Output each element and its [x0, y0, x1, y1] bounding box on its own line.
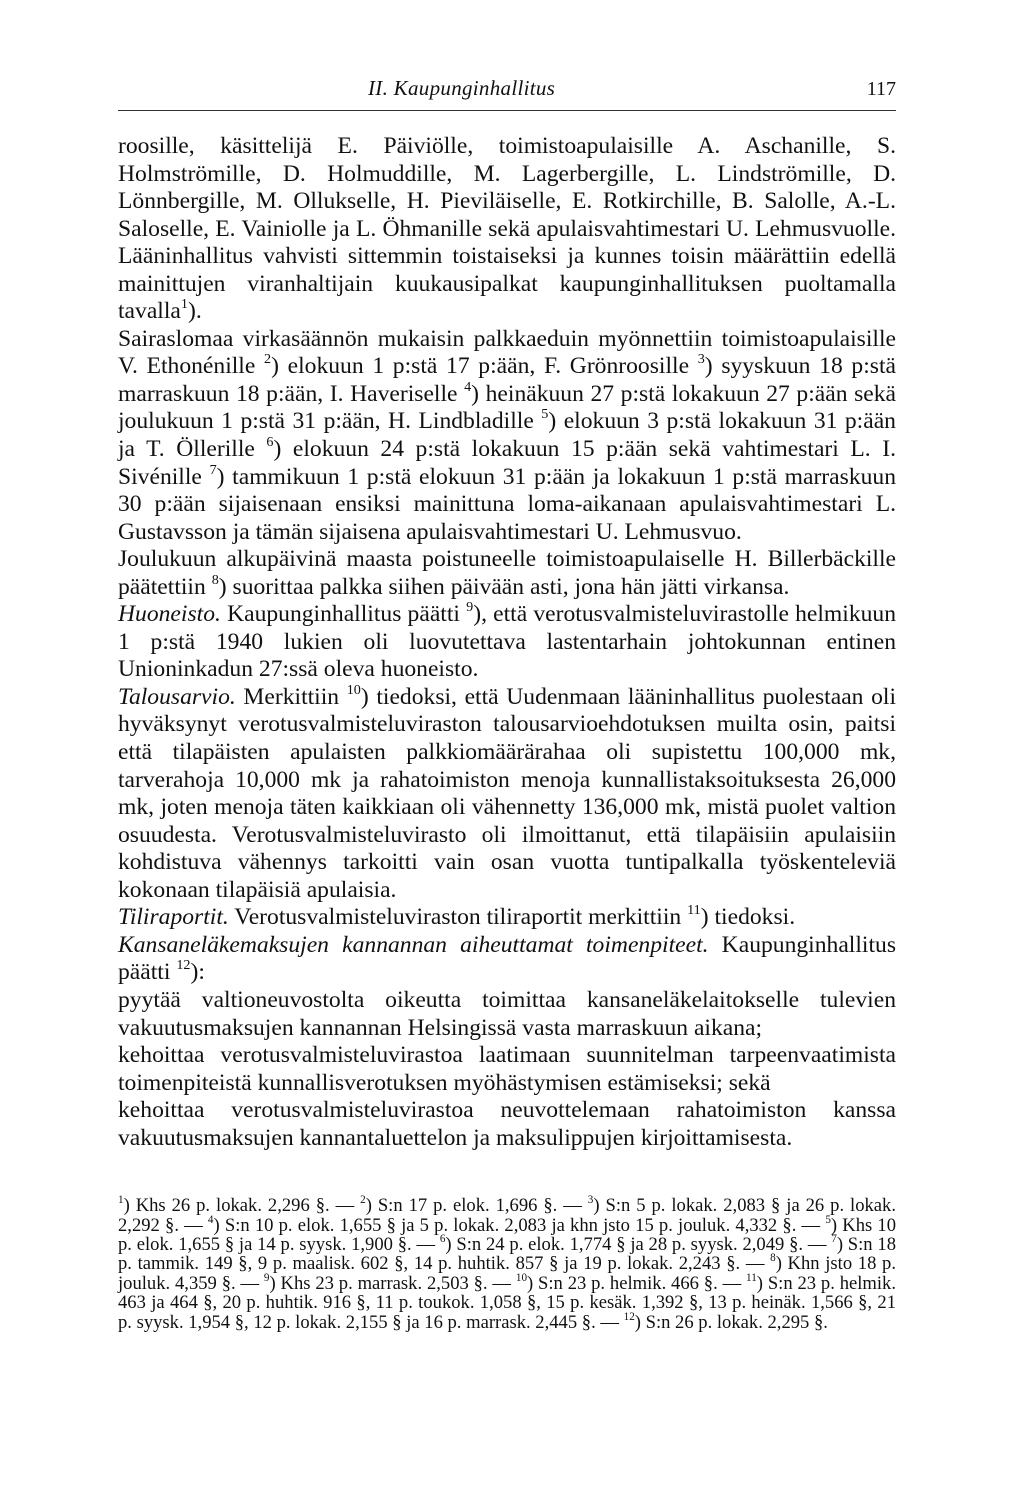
- text-run: ) tammikuun 1 p:stä elokuun 31 p:ään ja lokakuun 1 p:stä marraskuun 30 p:ään sijaisenaan ensiksi mainittuna loma-aikanaan apulaisvahtimestari L. Gustavsson ja tämän sijaisena apulaisvahtimestari U. Lehmusvuo.: [118, 463, 897, 545]
- footnote-marker: 7: [831, 1233, 837, 1246]
- paragraph: [118, 546, 896, 601]
- footnote-marker: 11: [687, 902, 701, 919]
- paragraph: [118, 987, 896, 1042]
- footnote-marker: 7: [209, 461, 217, 478]
- footnote-marker: 8: [211, 571, 219, 588]
- section-lead: Talousarvio.: [118, 683, 236, 710]
- text-run: Kaupunginhallitus päätti: [220, 601, 467, 628]
- section-lead: Huoneisto.: [118, 601, 221, 628]
- footnote-marker: 2: [360, 1194, 366, 1207]
- footnote-marker: 8: [770, 1252, 776, 1265]
- paragraph: [118, 1042, 896, 1097]
- text-run: Verotusvalmisteluviraston tiliraportit merkittiin: [228, 904, 688, 931]
- footnote-marker: 6: [439, 1233, 446, 1246]
- running-title: II. Kaupunginhallitus: [368, 76, 556, 100]
- page-header: [118, 70, 896, 111]
- text-run: ) Khn jsto 18 p. jouluk. 4,359 §. —: [118, 1253, 896, 1294]
- text-run: ) Khs 23 p. marrask. 2,503 §. —: [269, 1272, 516, 1294]
- text-run: roosille, käsittelijä E. Päiviölle, toimistoapulaisille A. Aschanille, S. Holmströmille, D. Holmuddille, M. Lagerbergille, L. Lindströmille, D. Lönnbergille, M. Ollukselle, H. Pieviläiselle, E. Rotkirchille, B. Salolle, A.-L. Saloselle, E. Vainiolle ja L. Öhmanille sekä apulaisvahtimestari U. Lehmusvuolle. Lääninhallitus vahvisti sittemmin toistaiseksi ja kunnes toisin määrättiin edellä mainittujen viranhaltijain kuukausipalkat kaupunginhallituksen puoltamalla tavalla: [118, 133, 896, 325]
- text-run: ) S:n 23 p. helmik. 463 ja 464 §, 20 p. huhtik. 916 §, 11 p. toukok. 1,058 §, 15 p. kesäk. 1,392 §, 13 p. heinäk. 1,566 §, 21 p. syysk. 1,954 §, 12 p. lokak. 2,155 § ja 16 p. marrask. 2,445 §. —: [118, 1272, 896, 1333]
- document-page: [118, 70, 896, 1332]
- text-run: ) S:n 10 p. elok. 1,655 § ja 5 p. lokak. 2,083 ja khn jsto 15 p. jouluk. 4,332 §. —: [213, 1214, 826, 1236]
- footnote-marker: 5: [541, 406, 549, 423]
- footnote-marker: 11: [746, 1272, 757, 1285]
- text-run: Merkittiin: [235, 683, 347, 710]
- text-run: Sairaslomaa virkasäännön mukaisin palkkaeduin myönnettiin toimistoapulaisille V. Ethonénille: [118, 325, 896, 380]
- text-run: ) elokuun 3 p:stä lokakuun 31 p:ään ja T. Öllerille: [118, 408, 896, 463]
- footnote-marker: 4: [207, 1213, 214, 1226]
- footnote-marker: 2: [264, 351, 272, 368]
- text-run: ) elokuun 1 p:stä 17 p:ään, F. Grönroosille: [271, 353, 698, 380]
- text-run: ) elokuun 24 p:stä lokakuun 15 p:ään sekä vahtimestari L. I. Sivénille: [118, 436, 896, 490]
- footnote-marker: 1: [180, 296, 188, 313]
- text-run: ) S:n 26 p. lokak. 2,295 §.: [634, 1311, 828, 1333]
- text-run: ):: [190, 959, 205, 986]
- paragraph: [118, 904, 896, 932]
- text-run: kehoittaa verotusvalmisteluvirastoa neuvottelemaan rahatoimiston kanssa vakuutusmaksujen kannantaluettelon ja maksulippujen kirjoittamisesta.: [118, 1097, 896, 1151]
- text-run: pyytää valtioneuvostolta oikeutta toimittaa kansaneläkelaitokselle tulevien vakuutusmaksujen kannannan Helsingissä vasta marraskuun aikana;: [118, 986, 896, 1041]
- footnote-marker: 10: [515, 1272, 528, 1285]
- text-run: ) S:n 17 p. elok. 1,696 §. —: [365, 1195, 588, 1217]
- footnote-marker: 12: [176, 957, 191, 974]
- text-run: ) tiedoksi.: [700, 904, 796, 931]
- text-run: ) syyskuun 18 p:stä marraskuun 18 p:ään, I. Haveriselle: [118, 353, 896, 407]
- text-run: ) S:n 5 p. lokak. 2,083 § ja 26 p. lokak. 2,292 §. —: [118, 1195, 897, 1236]
- footnote-marker: 4: [464, 379, 472, 396]
- paragraph: [118, 684, 896, 904]
- page-number: 117: [866, 78, 896, 100]
- paragraph: [118, 932, 896, 987]
- footnote-text: [118, 1196, 896, 1332]
- paragraph: [118, 133, 896, 326]
- section-lead: Tiliraportit.: [118, 904, 229, 931]
- footnote-marker: 12: [623, 1310, 635, 1323]
- footnote-marker: 1: [118, 1194, 124, 1207]
- text-run: ) Khs 26 p. lokak. 2,296 §. —: [123, 1195, 361, 1217]
- text-run: ) Khs 10 p. elok. 1,655 § ja 14 p. syysk. 1,900 §. —: [118, 1214, 896, 1256]
- footnote-marker: 9: [263, 1272, 270, 1285]
- footnotes: [118, 1196, 896, 1332]
- paragraph: [118, 601, 896, 684]
- text-run: ) tiedoksi, että Uudenmaan lääninhallitus puolestaan oli hyväksynyt verotusvalmisteluviraston talousarvioehdotuksen muilta osin, paitsi että tilapäisten apulaisten palkkiomäärärahaa oli supistettu 100,000 mk, tarverahoja 10,000 mk ja rahatoimiston menoja kunnallistaksoituksesta 26,000 mk, joten menoja täten kaikkiaan oli vähennetty 136,000 mk, mistä puolet valtion osuudesta. Verotusvalmisteluvirasto oli ilmoittanut, että tilapäisiin apulaisiin kohdistuva vähennys tarkoitti vain osan vuotta tuntipalkalla työskenteleviä kokonaan tilapäisiä apulaisia.: [118, 683, 896, 903]
- footnote-marker: 6: [266, 434, 274, 451]
- text-run: ).: [187, 298, 202, 325]
- section-lead: Kansaneläkemaksujen kannannan aiheuttamat toimenpiteet.: [118, 931, 709, 958]
- text-run: ) S:n 18 p. tammik. 149 §, 9 p. maalisk. 602 §, 14 p. huhtik. 857 § ja 19 p. lokak. 2,243 §. —: [118, 1234, 896, 1275]
- paragraph: [118, 1097, 896, 1152]
- footnote-marker: 3: [697, 351, 705, 368]
- text-run: ), että verotusvalmisteluvirastolle helmikuun 1 p:stä 1940 lukien oli luovutettava lastentarhain johtokunnan entinen Unioninkadun 27:ssä oleva huoneisto.: [118, 601, 897, 683]
- text-run: ) S:n 23 p. helmik. 466 §. —: [527, 1272, 747, 1294]
- body-text: [118, 133, 896, 1152]
- text-run: ) suorittaa palkka siihen päivään asti, jona hän jätti virkansa.: [218, 573, 790, 600]
- text-run: ) heinäkuun 27 p:stä lokakuun 27 p:ään sekä joulukuun 1 p:stä 31 p:ään, H. Lindbladille: [118, 380, 897, 435]
- footnote-marker: 10: [346, 682, 361, 699]
- footnote-marker: 5: [825, 1213, 831, 1226]
- footnote-marker: 3: [587, 1194, 594, 1207]
- paragraph: [118, 326, 896, 546]
- text-run: Joulukuun alkupäivinä maasta poistuneelle toimistoapulaiselle H. Billerbäckille päätettiin: [118, 546, 896, 600]
- text-run: ) S:n 24 p. elok. 1,774 § ja 28 p. syysk. 2,049 §. —: [445, 1234, 832, 1256]
- text-run: Kaupunginhallitus päätti: [118, 931, 896, 986]
- footnote-marker: 9: [466, 599, 474, 616]
- text-run: kehoittaa verotusvalmisteluvirastoa laatimaan suunnitelman tarpeenvaatimista toimenpiteistä kunnallisverotuksen myöhästymisen estämiseksi; sekä: [118, 1042, 896, 1096]
